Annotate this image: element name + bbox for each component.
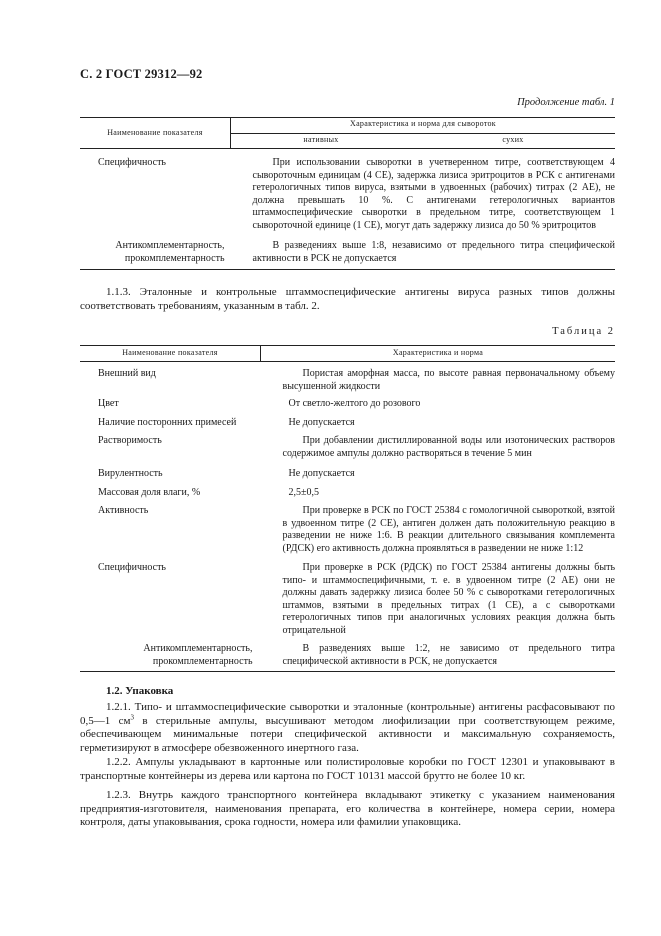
table2-row-value: От светло-желтого до розового [288,398,421,409]
table2-row-name: Внешний вид [98,368,156,379]
table1-row-value: В разведениях выше 1:8, независимо от предельного титра специфической активности в РСК не допускается [231,240,616,270]
table1-header-native: нативных [231,134,412,149]
table2-row-name: Растворимость [98,435,162,446]
table2-row-value: При проверке в РСК по ГОСТ 25384 с гомологичной сывороткой, взятой в удвоенном титре (2 СЕ), антиген должен дать положительную реакцию в разведении не ниже 1:6. В реакции длительного связывания комплемента (РДСК) его активность должна проявляться в разведении не ниже 1:12 [282,505,615,554]
table2-header-name: Наименование показателя [80,346,261,362]
table2-caption: Таблица 2 [552,326,615,337]
table-row [80,435,615,468]
paragraph-1-2-2: 1.2.2. Ампулы укладывают в картонные или полистироловые коробки по ГОСТ 12301 и упаковывают в транспортные контейнеры из дерева или картона по ГОСТ 10131 массой брутто не более 10 кг. [80,756,615,782]
table2-row-value: Не допускается [288,468,355,479]
table-row [80,468,615,487]
table2-row-name: Антикомплементарность, прокомплементарность [80,643,261,672]
table1-row-value: При использовании сыворотки в учетверенном титре, соответствующем 4 сывороточным единицам (4 СЕ), задержка лизиса эритроцитов в РСК с антигенами гетерологичных типов вируса, взятыми в удвоенных (рабочих) титрах (2 АЕ), не должна превышать 10 %. С антигенами гетерологичных вариантов штаммоспецифические сыворотки в предельном титре, соответствующем 1 сывороточной единице (1 СЕ), могут дать задержку лизиса до 50 % эритроцитов [252,157,615,231]
paragraph-1-1-3: 1.1.3. Эталонные и контрольные штаммоспецифические антигены вируса разных типов должны соответствовать требованиям, указанным в табл. 2. [80,286,615,312]
page-header: С. 2 ГОСТ 29312—92 [80,67,203,81]
table2-row-value: В разведениях выше 1:2, не зависимо от предельного титра специфической активности в РСК, не допускается [261,643,616,672]
table2-row-value: Не допускается [288,416,355,428]
table1-continuation-label: Продолжение табл. 1 [517,97,615,108]
table1-header-dry: сухих [411,134,615,149]
table-row [80,362,615,399]
table-row [80,398,615,417]
paragraph-1-2-1 [80,701,615,755]
paragraph-1-2-1-part1: 1.2.1. Типо- и штаммоспецифические сыворотки и эталонные (контрольные) антигены расфасовывают по 0,5—1 см [80,701,615,727]
table2-row-value: Пористая аморфная масса, по высоте равная первоначальному объему высушенной жидкости [282,368,615,392]
table2-row-value: При добавлении дистиллированной воды или изотонических растворов содержимое ампулы должно растворяться в течение 5 мин [282,435,615,459]
table2 [80,345,615,672]
table2-row-name: Специфичность [98,562,166,573]
table-row [80,487,615,506]
table-row [80,417,615,436]
table-row [80,149,615,241]
paragraph-1-2-1-part2: в стерильные ампулы, высушивают методом лиофилизации при соответствующем режиме, обеспечивающем минимальные потери специфической активности и максимальную сохраняемость, герметизируют в атмосфере обезвоженного инертного газа. [80,714,615,754]
table2-row-name: Цвет [98,398,119,409]
table2-row-name: Массовая доля влаги, % [98,486,201,498]
table2-row-value: При проверке в РСК (РДСК) по ГОСТ 25384 антигены должны быть типо- и штаммоспецифичными, т. е. в удвоенном титре (2 АЕ) они не должны давать задержку лизиса более 50 % с сыворотками гетерологичных штаммов, взятыми в предельных титрах (1 СЕ), а с сыворотками гетерологичных типов при аналогичных условиях реакция должна быть отрицательной [282,562,615,636]
table2-row-name: Вирулентность [98,468,163,479]
cubic-superscript: 3 [130,712,134,721]
table2-row-name: Активность [98,505,149,516]
table1-row-name: Антикомплементарность, прокомплементарность [80,240,231,270]
table-row [80,505,615,562]
table-row [80,240,615,270]
table-row [80,643,615,672]
table2-row-value: 2,5±0,5 [288,486,319,498]
table1-header-group: Характеристика и норма для сывороток [231,118,616,134]
table2-row-name: Наличие посторонних примесей [98,416,237,428]
table2-header-value: Характеристика и норма [261,346,616,362]
section-title-packaging: 1.2. Упаковка [106,685,174,697]
paragraph-1-2-3: 1.2.3. Внутрь каждого транспортного контейнера вкладывают этикетку с указанием наименования предприятия-изготовителя, наименования препарата, его количества в контейнере, номера серии, номера контроля, даты упаковывания, срока годности, номера или фамилии упаковщика. [80,789,615,829]
table1-row-name: Специфичность [98,157,166,168]
table-row [80,562,615,643]
table1-header-name: Наименование показателя [80,118,231,149]
table1 [80,117,615,270]
